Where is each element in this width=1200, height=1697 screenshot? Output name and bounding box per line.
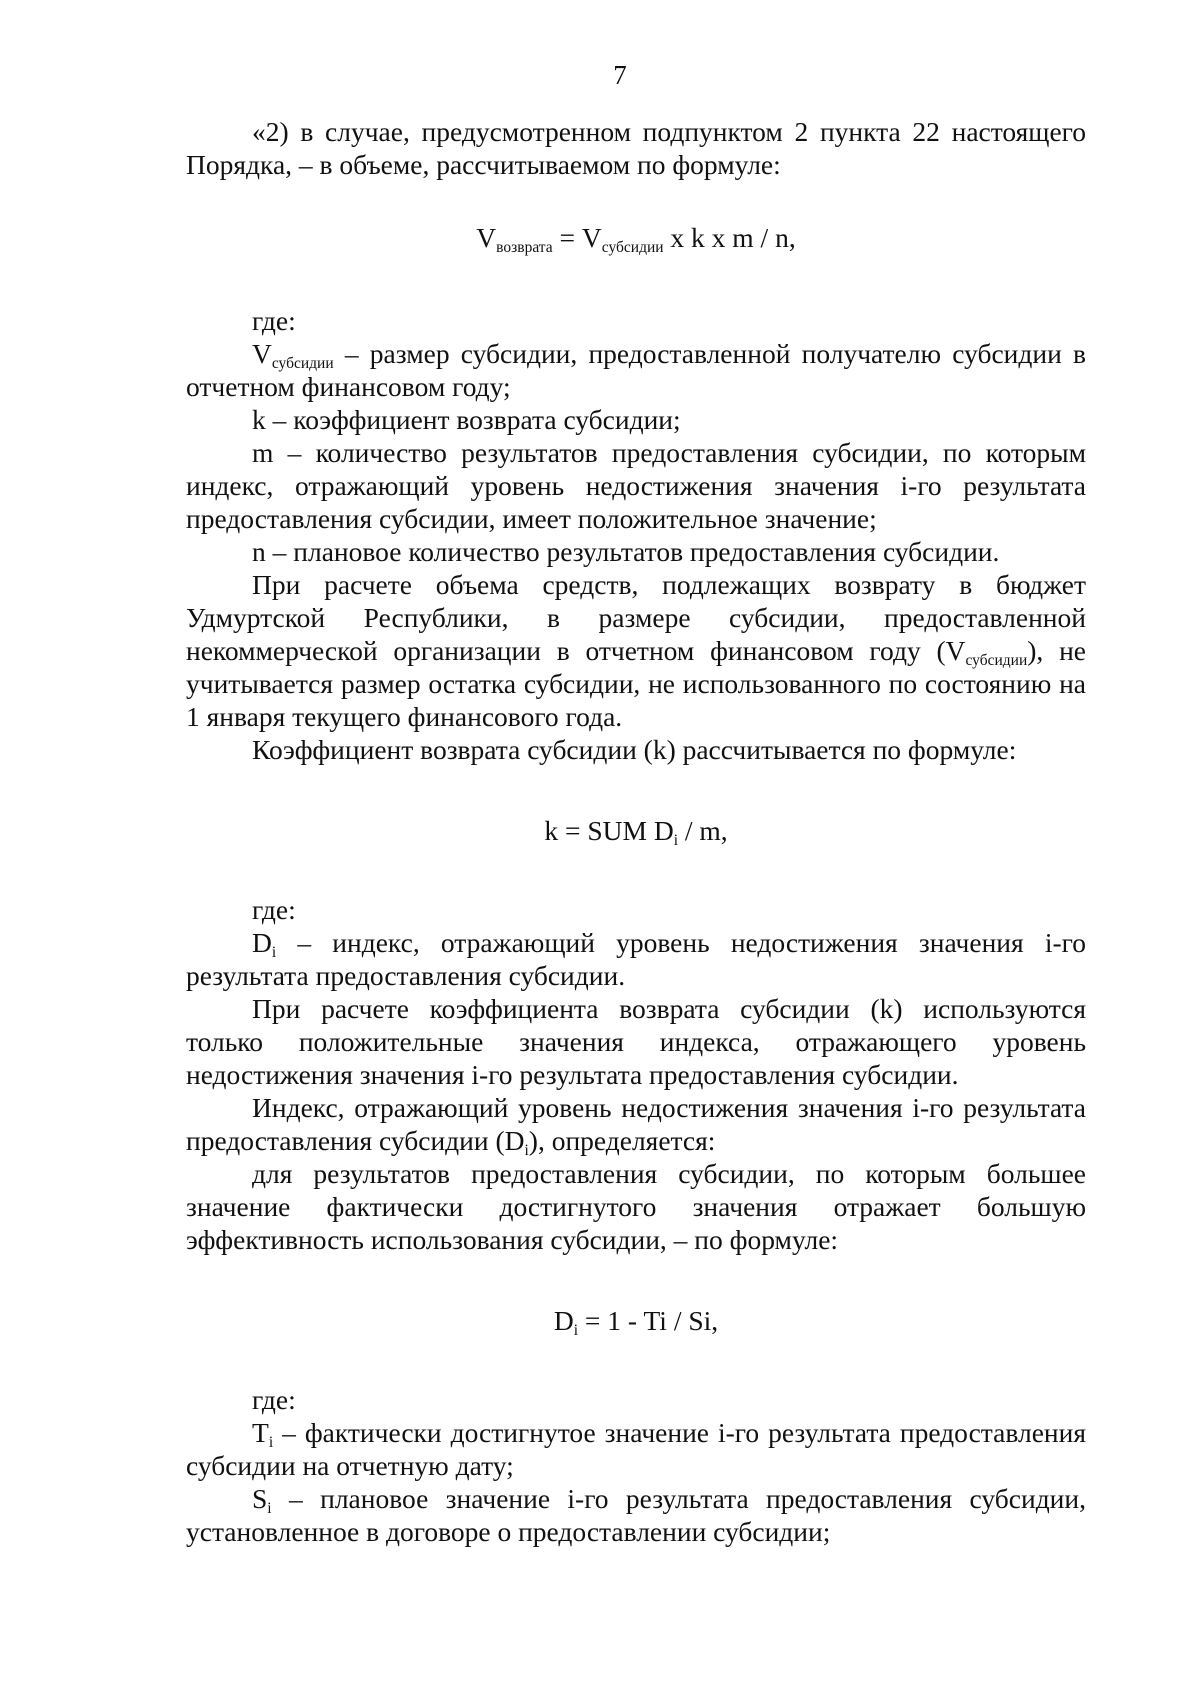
formula-text: D: [553, 1305, 574, 1336]
formula-text: k = SUM D: [544, 815, 674, 846]
paragraph-subscript: субсидии: [965, 652, 1028, 669]
definition-d: [186, 926, 1086, 992]
formula-return-volume: [186, 221, 1086, 254]
paragraph-text: При расчете объема средств, подлежащих возврату в бюджет Удмуртской Республики, в размере субсидии, предоставленной некоммерческой организации в отчетном финансовом году (V: [186, 569, 1086, 666]
paragraph-text: Индекс, отражающий уровень недостижения значения i-го результата предоставления субсидии (D: [186, 1092, 1086, 1156]
paragraph-calculation: [186, 568, 1086, 733]
formula-coefficient: [186, 814, 1086, 847]
definition-text: – индекс, отражающий уровень недостижения значения i-го результата предоставления субсидии.: [186, 927, 1086, 991]
paragraph-subscript: i: [524, 1142, 529, 1159]
formula-subscript: i: [673, 832, 678, 849]
formula-text: = 1 - Ti / Si,: [578, 1305, 719, 1336]
formula-text: / m,: [678, 815, 728, 846]
paragraph-text: ), определяется:: [528, 1125, 716, 1156]
page-number: 7: [613, 60, 627, 90]
definition-v-subsidy: [186, 337, 1086, 403]
definition-symbol: T: [252, 1417, 269, 1448]
formula-index: [186, 1304, 1086, 1337]
formula-symbol: V: [476, 222, 497, 253]
where-label: где:: [252, 894, 296, 925]
definition-symbol: D: [252, 927, 272, 958]
definition-symbol: V: [252, 338, 272, 369]
definition-n: n – плановое количество результатов предоставления субсидии.: [252, 536, 1000, 567]
definition-s: [186, 1482, 1086, 1548]
definition-text: – плановое значение i-го результата предоставления субсидии, установленное в договоре о предоставлении субсидии;: [186, 1483, 1086, 1547]
formula-subscript: субсидии: [601, 239, 664, 256]
paragraph-positive-values: При расчете коэффициента возврата субсидии (k) используются только положительные значения индекса, отражающего уровень недостижения значения i-го результата предоставления субсидии.: [186, 993, 1086, 1090]
definition-symbol: S: [252, 1483, 268, 1514]
definition-k: k – коэффициент возврата субсидии;: [252, 404, 681, 435]
definition-text: – размер субсидии, предоставленной получателю субсидии в отчетном финансовом году;: [186, 338, 1086, 402]
definition-subscript: i: [267, 1500, 272, 1517]
paragraph-case-2: «2) в случае, предусмотренном подпунктом 2 пункта 22 настоящего Порядка, – в объеме, рассчитываемом по формуле:: [186, 116, 1086, 180]
paragraph-results: для результатов предоставления субсидии, по которым большее значение фактически достигнутого значения отражает большую эффективность использования субсидии, – по формуле:: [186, 1158, 1086, 1255]
formula-text: = V: [552, 222, 602, 253]
definition-subscript: субсидии: [271, 355, 334, 372]
formula-text: x k x m / n,: [663, 222, 796, 253]
where-label: где:: [252, 305, 296, 336]
paragraph-index: [186, 1091, 1086, 1157]
document-body: [186, 115, 1086, 1548]
definition-text: – фактически достигнутое значение i-го результата предоставления субсидии на отчетную дату;: [186, 1417, 1086, 1481]
definition-subscript: i: [268, 1434, 274, 1451]
definition-subscript: i: [271, 944, 277, 961]
definition-t: [186, 1416, 1086, 1482]
formula-subscript: i: [573, 1322, 579, 1339]
paragraph-coefficient: Коэффициент возврата субсидии (k) рассчитывается по формуле:: [252, 734, 1017, 765]
where-label: где:: [252, 1384, 296, 1415]
definition-m: m – количество результатов предоставления субсидии, по которым индекс, отражающий уровень недостижения значения i-го результата предоставления субсидии, имеет положительное значение;: [186, 437, 1086, 534]
paragraph-text: ), не учитывается размер остатка субсидии, не использованного по состоянию на 1 января текущего финансового года.: [186, 635, 1086, 732]
formula-subscript: возврата: [496, 239, 553, 256]
